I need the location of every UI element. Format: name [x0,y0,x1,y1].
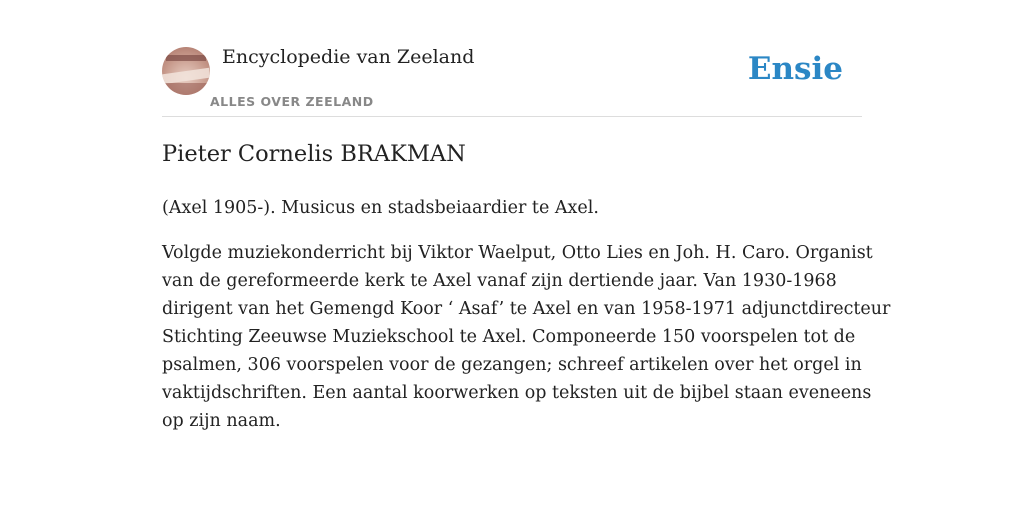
article-body-line: op zijn naam. [162,411,281,431]
avatar-image-detail [162,68,210,85]
article-body-line: van de gereformeerde kerk te Axel vanaf zijn dertiende jaar. Van 1930-1968 [162,271,837,291]
article-title: Pieter Cornelis BRAKMAN [162,141,466,167]
article-body-line: Volgde muziekonderricht bij Viktor Waelput, Otto Lies en Joh. H. Caro. Organist [162,243,873,263]
article-body-line: dirigent van het Gemengd Koor ‘ Asaf’ te Axel en van 1958-1971 adjunctdirecteur [162,299,891,319]
site-tagline: ALLES OVER ZEELAND [210,94,374,109]
site-header [162,0,862,117]
page-container [162,0,891,431]
site-title-link[interactable]: Encyclopedie van Zeeland [222,46,475,68]
article-body [162,239,891,435]
article-intro: (Axel 1905-). Musicus en stadsbeiaardier te Axel. [162,198,599,218]
article-body-line: Stichting Zeeuwse Muziekschool te Axel. Componeerde 150 voorspelen tot de [162,327,856,347]
avatar-image-detail [166,55,206,61]
article-body-line: psalmen, 306 voorspelen voor de gezangen; schreef artikelen over het orgel in [162,355,862,375]
site-avatar[interactable] [162,47,210,95]
avatar-image-detail [162,83,210,95]
article-body-line: vaktijdschriften. Een aantal koorwerken op teksten uit de bijbel staan eveneens [162,383,872,403]
ensie-logo-link[interactable]: Ensie [747,51,843,87]
